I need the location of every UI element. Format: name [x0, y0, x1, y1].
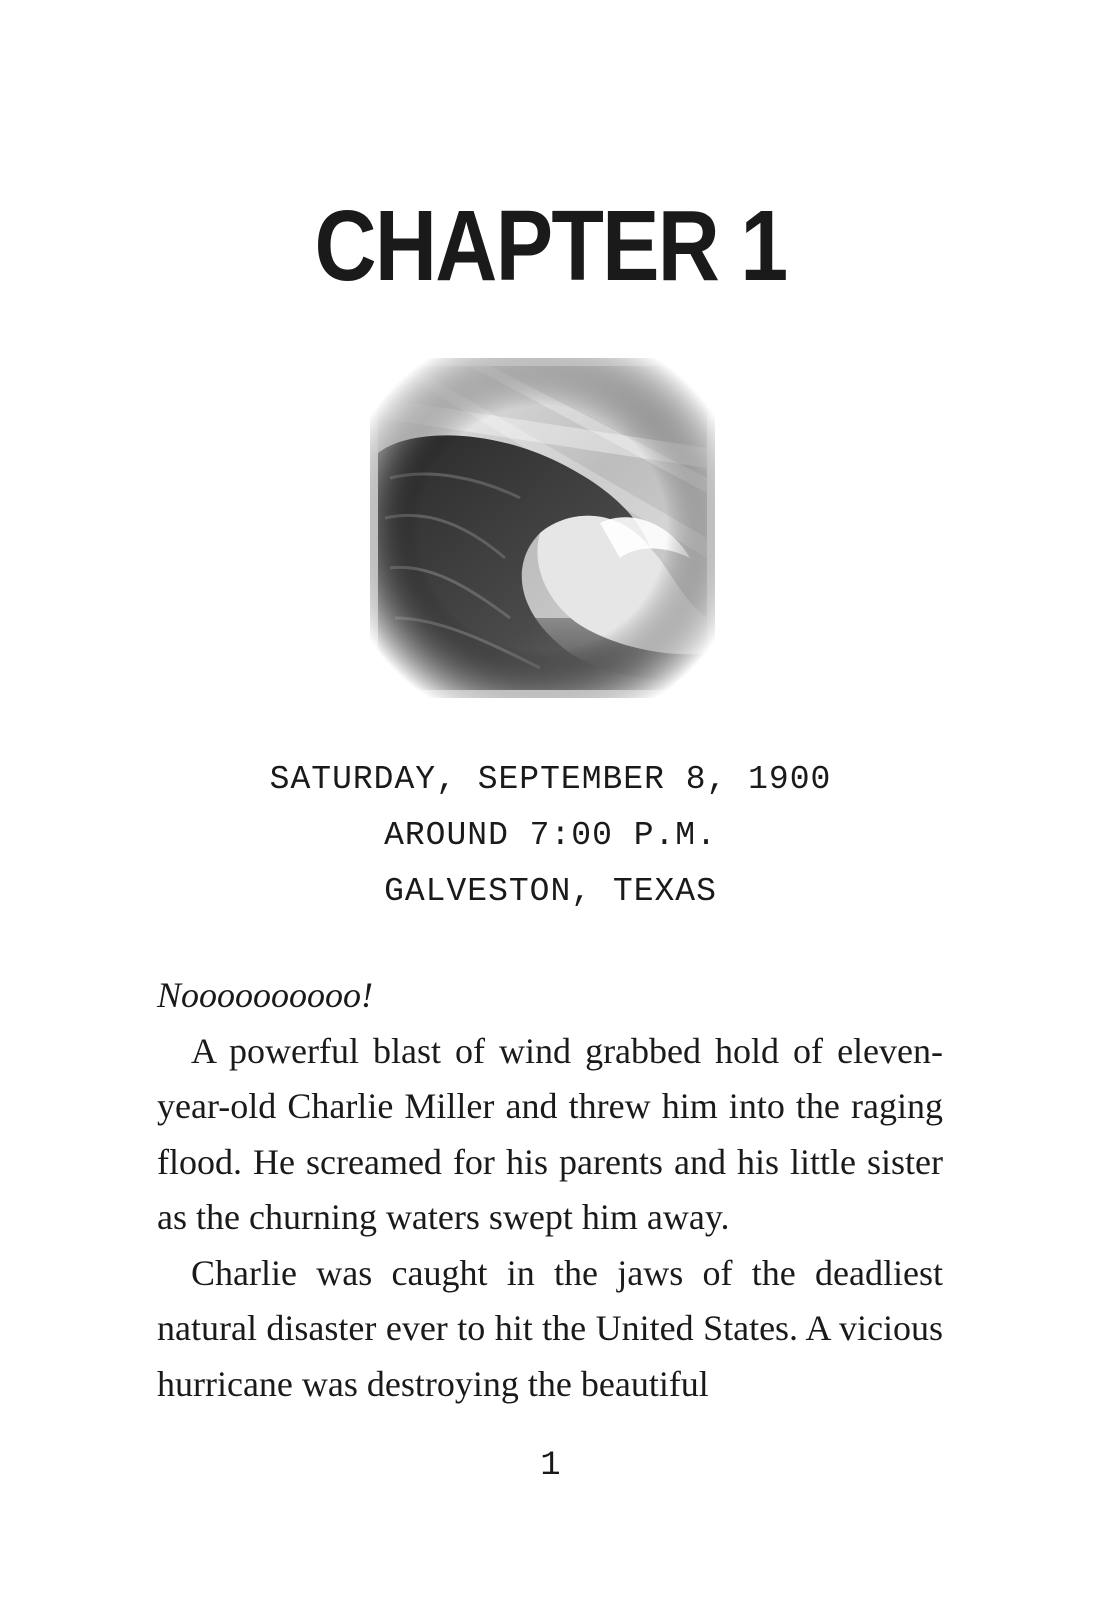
wave-illustration — [370, 358, 715, 698]
dateline-time: AROUND 7:00 P.M. — [384, 817, 717, 854]
page-number: 1 — [540, 1447, 561, 1485]
dateline — [0, 752, 1101, 920]
dateline-place: GALVESTON, TEXAS — [384, 873, 717, 910]
exclamation: Noooooooooo! — [157, 975, 373, 1015]
chapter-title: CHAPTER 1 — [314, 190, 787, 302]
chapter-body — [157, 968, 943, 1412]
paragraph-2: Charlie was caught in the jaws of the deadliest natural disaster ever to hit the United States. A vicious hurricane was destroying the beautiful — [157, 1252, 943, 1404]
dateline-date: SATURDAY, SEPTEMBER 8, 1900 — [269, 761, 832, 798]
paragraph-1: A powerful blast of wind grabbed hold of eleven-year-old Charlie Miller and threw him into the raging flood. He screamed for his parents and his little sister as the churning waters swept him away. — [157, 1030, 943, 1237]
